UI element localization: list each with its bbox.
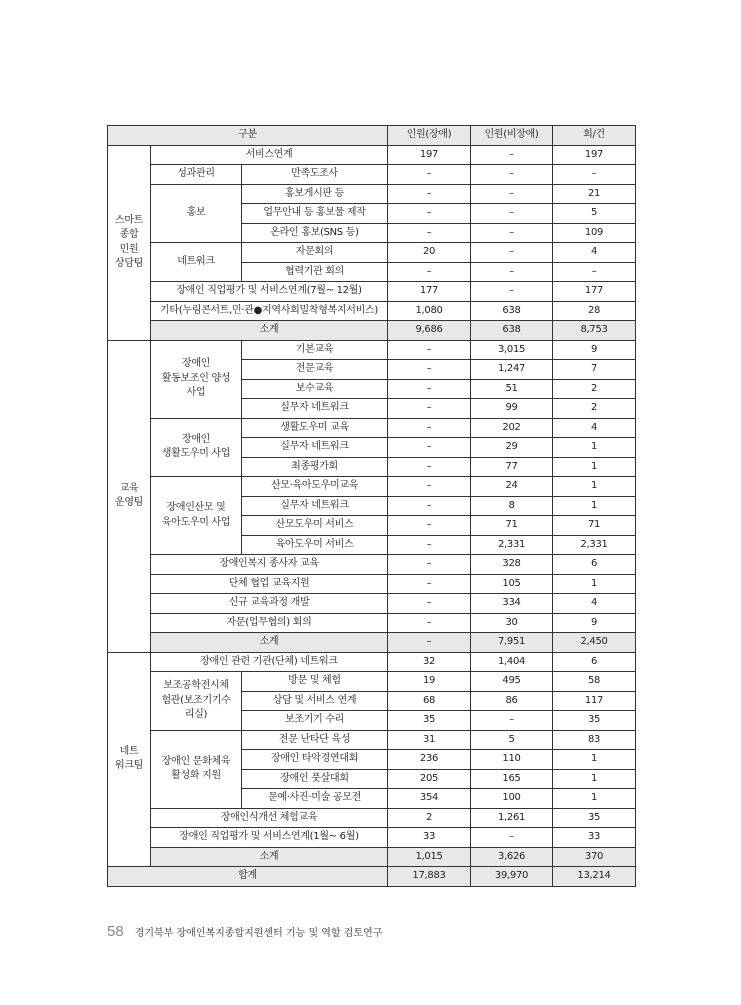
value-times: 2 bbox=[553, 379, 636, 399]
row-label: 단체 협업 교육지원 bbox=[151, 574, 388, 594]
row-label: 기본교육 bbox=[242, 340, 388, 360]
header-nondisabled-count: 인원(비장애) bbox=[471, 126, 553, 146]
row-label: 실무자 네트워크 bbox=[242, 438, 388, 458]
row-label: 산모·육아도우미교육 bbox=[242, 477, 388, 497]
value-disabled: 32 bbox=[388, 652, 471, 672]
value-disabled: – bbox=[388, 418, 471, 438]
value-disabled: – bbox=[388, 496, 471, 516]
row-label: 업무안내 등 홍보물 제작 bbox=[242, 204, 388, 224]
header-times: 회/건 bbox=[553, 126, 636, 146]
value-disabled: – bbox=[388, 165, 471, 185]
value-disabled: 354 bbox=[388, 789, 471, 809]
value-nondisabled: – bbox=[471, 828, 553, 848]
row-label: 방문 및 체험 bbox=[242, 672, 388, 692]
row-label: 보수교육 bbox=[242, 379, 388, 399]
table-row bbox=[108, 418, 636, 438]
group-net-culture bbox=[151, 730, 242, 808]
group-net-assistive-line: 험관(보조기기수 bbox=[161, 694, 231, 706]
row-label: 장애인복지 종사자 교육 bbox=[151, 555, 388, 575]
value-disabled: – bbox=[388, 535, 471, 555]
team-smart-line: 상담팀 bbox=[114, 258, 144, 269]
value-disabled: 205 bbox=[388, 769, 471, 789]
value-nondisabled: 110 bbox=[471, 750, 553, 770]
table-row bbox=[108, 847, 636, 867]
value-nondisabled: 29 bbox=[471, 438, 553, 458]
table-row bbox=[108, 301, 636, 321]
page-number: 58 bbox=[107, 922, 124, 940]
value-times: 21 bbox=[553, 184, 636, 204]
value-nondisabled: 1,261 bbox=[471, 808, 553, 828]
team-net bbox=[108, 652, 151, 867]
value-times: 1 bbox=[553, 457, 636, 477]
row-label: 온라인 홍보(SNS 등) bbox=[242, 223, 388, 243]
row-label: 홍보게시판 등 bbox=[242, 184, 388, 204]
value-nondisabled: 71 bbox=[471, 516, 553, 536]
row-label: 자문회의 bbox=[242, 243, 388, 263]
table-row bbox=[108, 321, 636, 341]
group-net-culture-line: 장애인 문화체육 bbox=[161, 755, 231, 767]
value-disabled: – bbox=[388, 516, 471, 536]
value-nondisabled: 3,626 bbox=[471, 847, 553, 867]
value-disabled: – bbox=[388, 633, 471, 653]
value-nondisabled: 1,404 bbox=[471, 652, 553, 672]
value-nondisabled: 202 bbox=[471, 418, 553, 438]
value-nondisabled: 24 bbox=[471, 477, 553, 497]
value-times: 1 bbox=[553, 496, 636, 516]
value-times: 7 bbox=[553, 360, 636, 380]
subtotal-label: 소계 bbox=[151, 321, 388, 341]
value-times: 8,753 bbox=[553, 321, 636, 341]
row-label: 전문 난타단 육성 bbox=[242, 730, 388, 750]
row-label: 자문(업무협의) 회의 bbox=[151, 613, 388, 633]
table-row bbox=[108, 555, 636, 575]
row-label: 실무자 네트워크 bbox=[242, 496, 388, 516]
value-nondisabled: 3,015 bbox=[471, 340, 553, 360]
row-label: 산모도우미 서비스 bbox=[242, 516, 388, 536]
value-nondisabled: 105 bbox=[471, 574, 553, 594]
value-disabled: – bbox=[388, 340, 471, 360]
value-disabled: 197 bbox=[388, 145, 471, 165]
team-net-line: 워크팀 bbox=[114, 760, 144, 772]
value-nondisabled: – bbox=[471, 243, 553, 263]
value-disabled: 2 bbox=[388, 808, 471, 828]
row-label: 기타(누림콘서트,민·관●지역사회밀착형복지서비스) bbox=[151, 301, 388, 321]
value-nondisabled: – bbox=[471, 262, 553, 282]
value-disabled: 68 bbox=[388, 691, 471, 711]
table-row bbox=[108, 652, 636, 672]
value-times: 1 bbox=[553, 750, 636, 770]
table-row bbox=[108, 184, 636, 204]
group-edu-childcare-line: 육아도우미 사업 bbox=[161, 516, 231, 528]
subtotal-label: 소계 bbox=[151, 847, 388, 867]
value-disabled: 35 bbox=[388, 711, 471, 731]
row-label: 장애인 타악경연대회 bbox=[242, 750, 388, 770]
value-nondisabled: 51 bbox=[471, 379, 553, 399]
value-nondisabled: 8 bbox=[471, 496, 553, 516]
header-disabled-count: 인원(장애) bbox=[388, 126, 471, 146]
value-nondisabled: 638 bbox=[471, 321, 553, 341]
value-disabled: – bbox=[388, 457, 471, 477]
row-label: 신규 교육과정 개발 bbox=[151, 594, 388, 614]
value-nondisabled: – bbox=[471, 184, 553, 204]
value-disabled: 1,015 bbox=[388, 847, 471, 867]
row-label: 장애인식개선 체험교육 bbox=[151, 808, 388, 828]
group-network: 네트워크 bbox=[151, 243, 242, 282]
value-times: 1 bbox=[553, 438, 636, 458]
value-nondisabled: 5 bbox=[471, 730, 553, 750]
table-row bbox=[108, 633, 636, 653]
value-disabled: 9,686 bbox=[388, 321, 471, 341]
value-times: 2,450 bbox=[553, 633, 636, 653]
team-smart-line: 종합 bbox=[119, 229, 139, 240]
value-disabled: – bbox=[388, 360, 471, 380]
group-edu-childcare-line: 장애인산모 및 bbox=[166, 502, 226, 513]
value-times: 9 bbox=[553, 340, 636, 360]
value-times: 6 bbox=[553, 555, 636, 575]
value-disabled: – bbox=[388, 438, 471, 458]
value-times: 6 bbox=[553, 652, 636, 672]
value-disabled: – bbox=[388, 399, 471, 419]
value-times: 5 bbox=[553, 204, 636, 224]
row-label: 장애인 풋살대회 bbox=[242, 769, 388, 789]
value-times: 4 bbox=[553, 594, 636, 614]
table-row bbox=[108, 594, 636, 614]
team-edu-line: 운영팀 bbox=[114, 497, 144, 508]
value-times: 35 bbox=[553, 711, 636, 731]
table-row bbox=[108, 613, 636, 633]
group-pr: 홍보 bbox=[151, 184, 242, 243]
team-edu bbox=[108, 340, 151, 652]
value-times: 2,331 bbox=[553, 535, 636, 555]
table-row bbox=[108, 828, 636, 848]
value-nondisabled: 495 bbox=[471, 672, 553, 692]
team-smart-line: 스마트 bbox=[114, 214, 144, 226]
value-times: 71 bbox=[553, 516, 636, 536]
value-disabled: – bbox=[388, 574, 471, 594]
value-times: 2 bbox=[553, 399, 636, 419]
group-net-assistive bbox=[151, 672, 242, 731]
value-nondisabled: 99 bbox=[471, 399, 553, 419]
row-label: 문예·사진·미술 공모전 bbox=[242, 789, 388, 809]
table-row bbox=[108, 282, 636, 302]
value-times: 1 bbox=[553, 769, 636, 789]
page-footer bbox=[107, 921, 382, 941]
footer-title: 경기북부 장애인복지종합지원센터 기능 및 역할 검토연구 bbox=[134, 927, 383, 939]
table-header-row bbox=[108, 126, 636, 146]
group-net-culture-line: 활성화 지원 bbox=[171, 770, 221, 781]
value-times: 28 bbox=[553, 301, 636, 321]
total-label: 합계 bbox=[108, 867, 388, 887]
value-disabled: 1,080 bbox=[388, 301, 471, 321]
value-times: 177 bbox=[553, 282, 636, 302]
row-label: 장애인 직업평가 및 서비스연계(7월~ 12월) bbox=[151, 282, 388, 302]
table-row bbox=[108, 477, 636, 497]
value-disabled: 17,883 bbox=[388, 867, 471, 887]
value-nondisabled: – bbox=[471, 165, 553, 185]
team-edu-line: 교육 bbox=[119, 482, 139, 494]
team-net-line: 네트 bbox=[119, 745, 139, 757]
value-disabled: – bbox=[388, 594, 471, 614]
row-label: 서비스연계 bbox=[151, 145, 388, 165]
row-label: 장애인 관련 기관(단체) 네트워크 bbox=[151, 652, 388, 672]
group-edu-childcare bbox=[151, 477, 242, 555]
group-edu-assistant-line: 활동보조인 양성 bbox=[161, 372, 231, 384]
value-times: 4 bbox=[553, 418, 636, 438]
team-smart bbox=[108, 145, 151, 340]
value-nondisabled: – bbox=[471, 282, 553, 302]
value-times: 117 bbox=[553, 691, 636, 711]
value-times: 197 bbox=[553, 145, 636, 165]
group-net-assistive-line: 보조공학전시체 bbox=[163, 680, 229, 691]
value-nondisabled: 328 bbox=[471, 555, 553, 575]
group-net-assistive-line: 리실) bbox=[184, 709, 208, 720]
value-nondisabled: 334 bbox=[471, 594, 553, 614]
value-nondisabled: 39,970 bbox=[471, 867, 553, 887]
table-row bbox=[108, 145, 636, 165]
value-disabled: – bbox=[388, 379, 471, 399]
value-nondisabled: 77 bbox=[471, 457, 553, 477]
statistics-table bbox=[107, 125, 636, 887]
header-category: 구분 bbox=[108, 126, 388, 146]
value-times: 370 bbox=[553, 847, 636, 867]
value-disabled: – bbox=[388, 555, 471, 575]
value-times: – bbox=[553, 262, 636, 282]
team-smart-line: 민원 bbox=[119, 243, 139, 255]
value-nondisabled: 86 bbox=[471, 691, 553, 711]
table-row bbox=[108, 243, 636, 263]
value-times: 9 bbox=[553, 613, 636, 633]
group-edu-helper bbox=[151, 418, 242, 477]
group-edu-helper-line: 장애인 bbox=[181, 433, 211, 445]
value-times: 83 bbox=[553, 730, 636, 750]
value-disabled: 33 bbox=[388, 828, 471, 848]
row-label: 협력기관 회의 bbox=[242, 262, 388, 282]
value-disabled: – bbox=[388, 184, 471, 204]
group-edu-assistant-line: 장애인 bbox=[181, 358, 211, 370]
value-nondisabled: – bbox=[471, 145, 553, 165]
table-row bbox=[108, 165, 636, 185]
value-disabled: – bbox=[388, 613, 471, 633]
row-label: 최종평가회 bbox=[242, 457, 388, 477]
row-label: 실무자 네트워크 bbox=[242, 399, 388, 419]
value-disabled: – bbox=[388, 262, 471, 282]
value-times: – bbox=[553, 165, 636, 185]
value-disabled: 177 bbox=[388, 282, 471, 302]
subtotal-label: 소계 bbox=[151, 633, 388, 653]
row-label: 생활도우미 교육 bbox=[242, 418, 388, 438]
value-nondisabled: – bbox=[471, 223, 553, 243]
value-nondisabled: 165 bbox=[471, 769, 553, 789]
value-times: 13,214 bbox=[553, 867, 636, 887]
value-times: 1 bbox=[553, 789, 636, 809]
value-times: 4 bbox=[553, 243, 636, 263]
value-nondisabled: 2,331 bbox=[471, 535, 553, 555]
row-label: 상담 및 서비스 연계 bbox=[242, 691, 388, 711]
group-edu-assistant-line: 사업 bbox=[186, 387, 206, 399]
value-disabled: – bbox=[388, 223, 471, 243]
value-times: 1 bbox=[553, 574, 636, 594]
group-edu-helper-line: 생활도우미 사업 bbox=[161, 448, 231, 460]
table-row bbox=[108, 672, 636, 692]
value-nondisabled: 1,247 bbox=[471, 360, 553, 380]
value-times: 1 bbox=[553, 477, 636, 497]
table-row bbox=[108, 574, 636, 594]
value-times: 58 bbox=[553, 672, 636, 692]
value-nondisabled: 30 bbox=[471, 613, 553, 633]
value-times: 109 bbox=[553, 223, 636, 243]
value-disabled: 20 bbox=[388, 243, 471, 263]
row-label: 보조기기 수리 bbox=[242, 711, 388, 731]
value-nondisabled: 638 bbox=[471, 301, 553, 321]
value-nondisabled: 7,951 bbox=[471, 633, 553, 653]
table-row bbox=[108, 808, 636, 828]
value-nondisabled: – bbox=[471, 204, 553, 224]
value-disabled: 236 bbox=[388, 750, 471, 770]
group-performance: 성과관리 bbox=[151, 165, 242, 185]
value-disabled: – bbox=[388, 204, 471, 224]
row-label: 만족도조사 bbox=[242, 165, 388, 185]
group-edu-assistant bbox=[151, 340, 242, 418]
value-times: 35 bbox=[553, 808, 636, 828]
value-disabled: – bbox=[388, 477, 471, 497]
table-row bbox=[108, 340, 636, 360]
value-times: 33 bbox=[553, 828, 636, 848]
value-nondisabled: – bbox=[471, 711, 553, 731]
row-label: 육아도우미 서비스 bbox=[242, 535, 388, 555]
value-disabled: 19 bbox=[388, 672, 471, 692]
row-label: 전문교육 bbox=[242, 360, 388, 380]
table-row bbox=[108, 730, 636, 750]
table-row bbox=[108, 867, 636, 887]
row-label: 장애인 직업평가 및 서비스연계(1월~ 6월) bbox=[151, 828, 388, 848]
value-disabled: 31 bbox=[388, 730, 471, 750]
value-nondisabled: 100 bbox=[471, 789, 553, 809]
